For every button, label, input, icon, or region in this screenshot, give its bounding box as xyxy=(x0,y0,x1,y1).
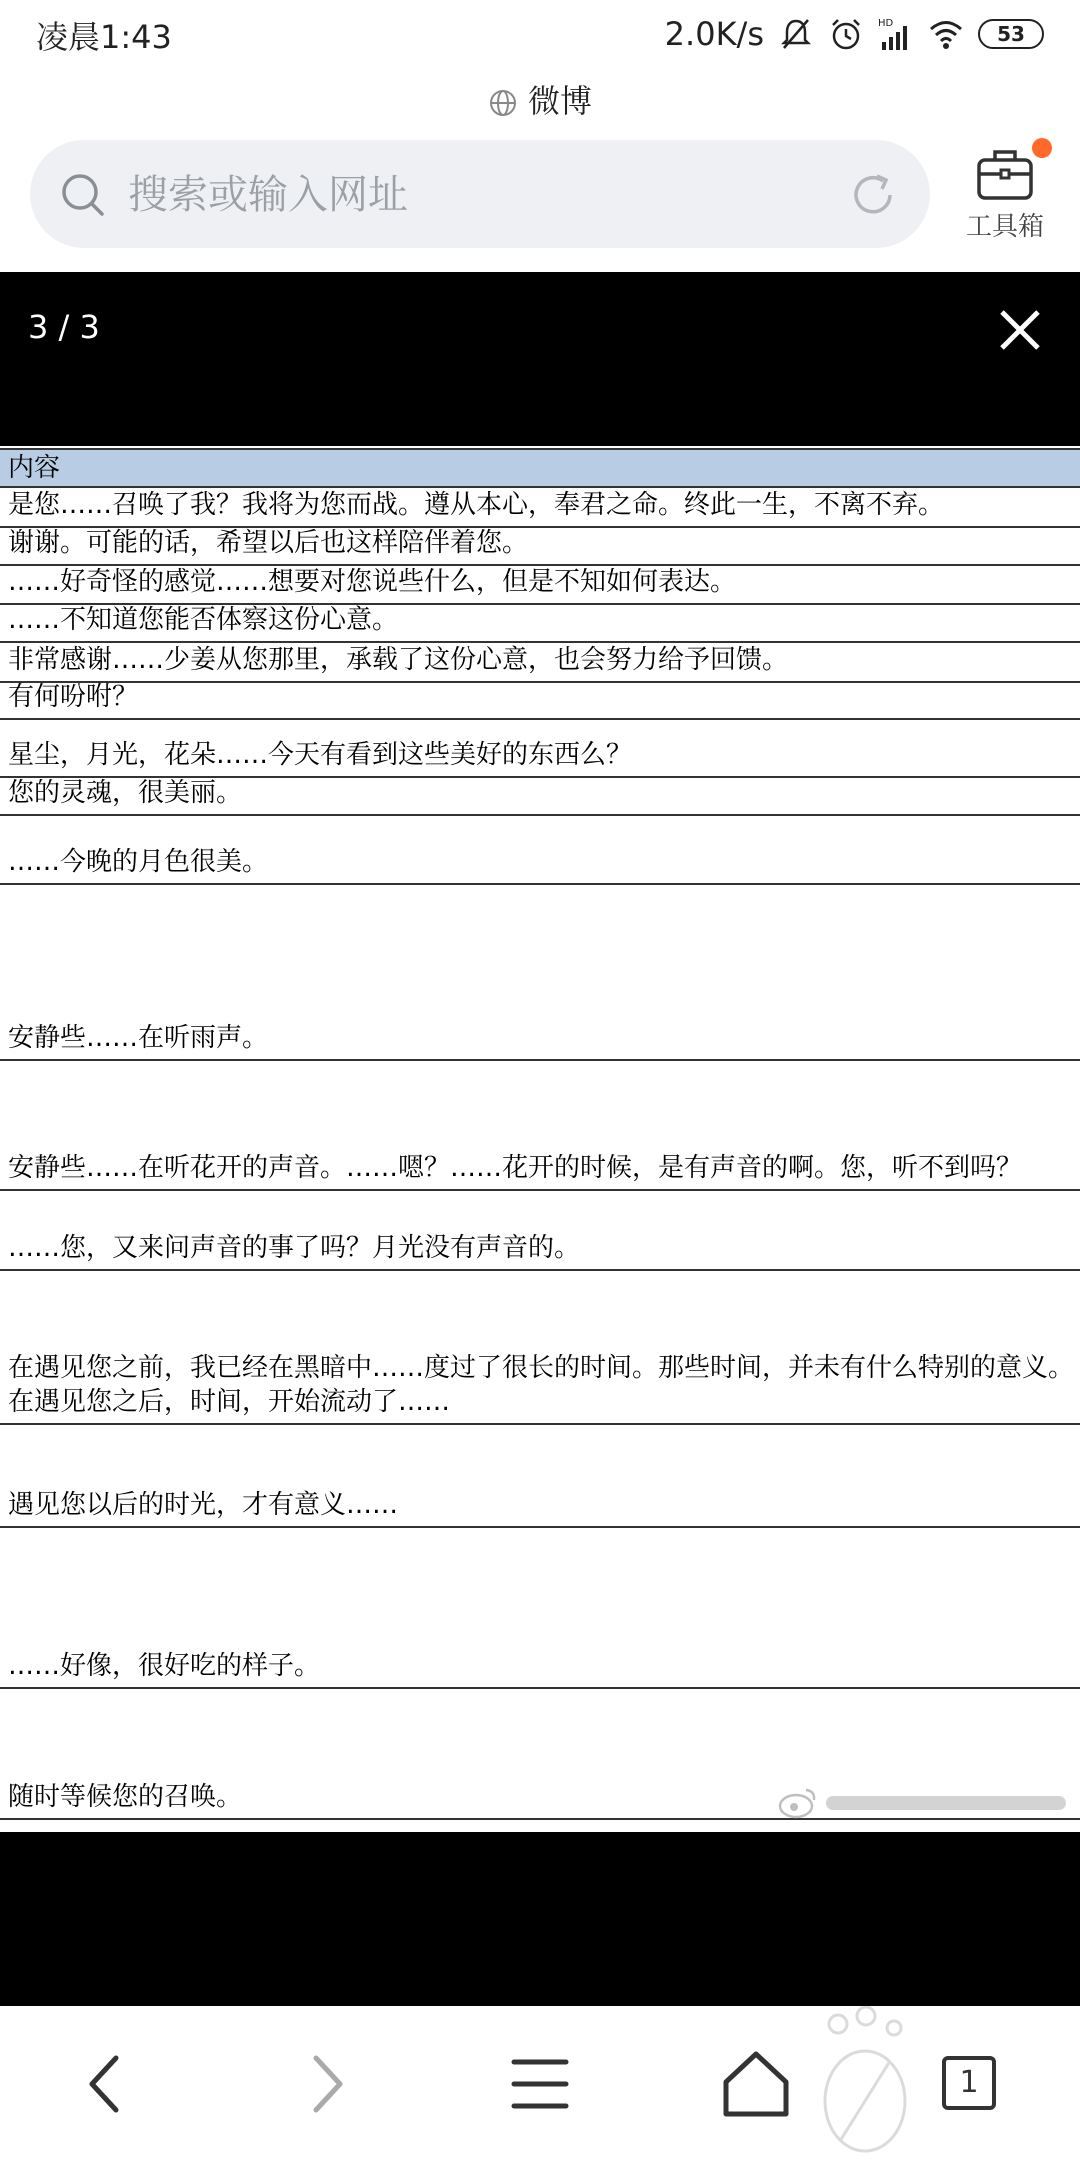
viewed-image[interactable] xyxy=(0,446,1080,1832)
row-text: 您的灵魂，很美丽。 xyxy=(8,778,243,808)
globe-icon xyxy=(488,88,518,118)
table-row xyxy=(0,605,1080,643)
table-row xyxy=(0,778,1080,816)
home-icon[interactable] xyxy=(716,2044,796,2124)
table-row xyxy=(0,816,1080,885)
network-speed: 2.0K/s xyxy=(664,15,764,53)
tab-count: 1 xyxy=(942,2056,996,2110)
table-header: 内容 xyxy=(0,448,1080,488)
row-text: ……不知道您能否体察这份心意。 xyxy=(8,605,399,635)
paw-decoration-icon xyxy=(810,2006,930,2156)
row-text: ……好奇怪的感觉……想要对您说些什么，但是不知如何表达。 xyxy=(8,567,737,597)
row-text: 随时等候您的召唤。 xyxy=(8,1782,243,1812)
row-text: 有何吩咐？ xyxy=(8,682,139,712)
row-text: 在遇见您之前，我已经在黑暗中……度过了很长的时间。那些时间，并未有什么特别的意义。在遇见您之后，时间，开始流动了…… xyxy=(8,1353,1075,1417)
table-row xyxy=(0,1528,1080,1689)
table-rows xyxy=(0,488,1080,1820)
notification-dot xyxy=(1032,138,1052,158)
row-text: 安静些……在听花开的声音。……嗯？……花开的时候，是有声音的啊。您，听不到吗？ xyxy=(8,1153,1023,1183)
wifi-icon xyxy=(928,16,964,52)
signal-hd-icon xyxy=(878,16,914,52)
row-text: 是您……召唤了我？我将为您而战。遵从本心，奉君之命。终此一生，不离不弃。 xyxy=(8,490,945,520)
image-viewer-header xyxy=(0,272,1080,442)
battery-indicator: 53 xyxy=(978,19,1044,49)
row-text: 安静些……在听雨声。 xyxy=(8,1023,269,1053)
table-row xyxy=(0,1191,1080,1271)
row-text: 遇见您以后的时光，才有意义…… xyxy=(8,1490,399,1520)
status-time: 凌晨1:43 xyxy=(36,18,172,56)
row-text: ……您，又来问声音的事了吗？月光没有声音的。 xyxy=(8,1233,581,1263)
status-bar xyxy=(0,0,1080,66)
weibo-watermark xyxy=(778,1786,1066,1820)
search-icon xyxy=(58,170,108,220)
address-bar[interactable] xyxy=(30,140,930,248)
site-title xyxy=(0,76,1080,122)
forward-icon[interactable] xyxy=(284,2044,364,2124)
blurred-username xyxy=(826,1788,1066,1818)
back-icon[interactable] xyxy=(68,2044,148,2124)
row-text: 星尘，月光，花朵……今天有看到这些美好的东西么？ xyxy=(8,740,633,770)
menu-icon[interactable] xyxy=(500,2044,580,2124)
alarm-icon xyxy=(828,16,864,52)
table-row xyxy=(0,1061,1080,1191)
toolbox-label: 工具箱 xyxy=(965,212,1044,242)
table-row xyxy=(0,885,1080,1061)
refresh-icon[interactable] xyxy=(846,168,900,222)
row-text: 谢谢。可能的话，希望以后也这样陪伴着您。 xyxy=(8,528,529,558)
table-row xyxy=(0,566,1080,605)
address-input[interactable] xyxy=(126,164,830,226)
tabs-button[interactable] xyxy=(932,2044,1012,2124)
table-row xyxy=(0,488,1080,528)
table-row xyxy=(0,720,1080,778)
page-counter: 3 / 3 xyxy=(28,308,100,346)
table-row xyxy=(0,528,1080,566)
bottom-navigation xyxy=(0,2006,1080,2160)
toolbox-button[interactable] xyxy=(950,138,1060,250)
table-row xyxy=(0,1271,1080,1425)
table-row xyxy=(0,683,1080,720)
svg-text:HD: HD xyxy=(878,18,894,29)
table-row xyxy=(0,643,1080,683)
row-text: 非常感谢……少姜从您那里，承载了这份心意，也会努力给予回馈。 xyxy=(8,645,789,675)
status-indicators xyxy=(665,12,1044,56)
toolbox-icon xyxy=(973,142,1037,204)
weibo-icon xyxy=(778,1786,818,1820)
table-row xyxy=(0,1425,1080,1528)
row-text: ……今晚的月色很美。 xyxy=(8,847,269,877)
row-text: ……好像，很好吃的样子。 xyxy=(8,1651,321,1681)
browser-chrome xyxy=(0,0,1080,272)
site-title-text: 微博 xyxy=(527,82,592,120)
muted-bell-icon xyxy=(778,16,814,52)
close-icon[interactable] xyxy=(990,300,1050,360)
